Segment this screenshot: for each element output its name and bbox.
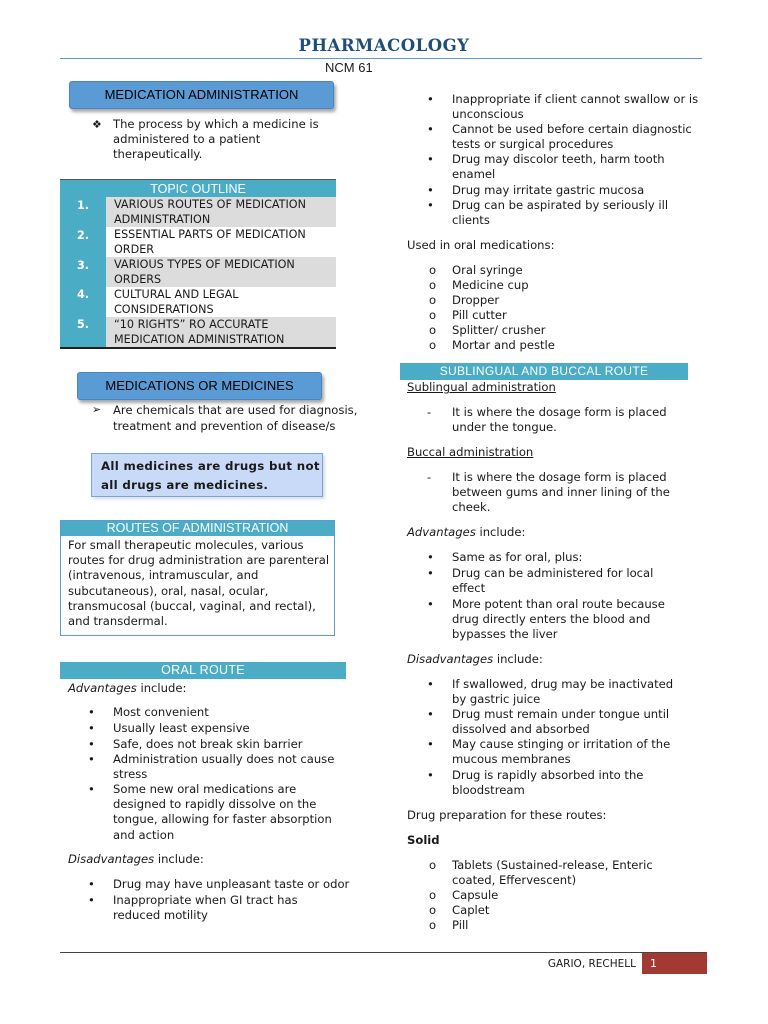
list-item-text: Cannot be used before certain diagnostic tests or surgical procedures xyxy=(452,122,692,152)
bullet-icon: • xyxy=(88,893,95,907)
list-item-text: Inappropriate if client cannot swallow or is unconscious xyxy=(452,92,699,122)
arrow-bullet-icon: ➢ xyxy=(92,403,102,416)
disadvantages-label: Disadvantages xyxy=(68,852,155,866)
outline-number: 4. xyxy=(76,288,90,301)
footer-author: GARIO, RECHELL xyxy=(547,958,636,970)
list-item-text: Most convenient xyxy=(113,705,209,719)
list-item-text: Dropper xyxy=(452,293,500,307)
include-suffix: include: xyxy=(136,681,187,695)
page-number: 1 xyxy=(642,953,707,974)
outline-item: CULTURAL AND LEGAL CONSIDERATIONS xyxy=(114,288,239,316)
include-suffix: include: xyxy=(493,652,543,666)
list-item-text: Drug may irritate gastric mucosa xyxy=(452,183,645,197)
list-item xyxy=(427,198,689,228)
list-item-text: It is where the dosage form is placed between gums and inner lining of the cheek. xyxy=(452,470,670,515)
outline-item: VARIOUS ROUTES OF MEDICATION ADMINISTRATION xyxy=(106,197,336,227)
disadvantages-label: Disadvantages xyxy=(407,652,494,666)
outline-number: 2. xyxy=(76,229,90,242)
list-item-text: Pill cutter xyxy=(452,308,507,322)
bullet-icon: • xyxy=(88,705,95,719)
list-item xyxy=(88,893,348,923)
list-item xyxy=(429,323,689,338)
med-admin-heading: MEDICATION ADMINISTRATION xyxy=(69,81,334,109)
list-item xyxy=(88,877,368,892)
oral-advantages-label xyxy=(68,681,186,696)
list-item-text: Some new oral medications are designed to rapidly dissolve on the tongue, allowing for faster absorption and action xyxy=(113,782,332,842)
list-item xyxy=(88,752,350,782)
dash-bullet-icon: - xyxy=(427,405,432,419)
list-item xyxy=(88,782,350,843)
list-item xyxy=(88,737,348,752)
bullet-icon: • xyxy=(88,877,95,891)
list-item-text: Splitter/ crusher xyxy=(452,323,546,337)
solid-label: Solid xyxy=(407,833,440,847)
circle-bullet-icon: o xyxy=(429,263,437,277)
bullet-icon: • xyxy=(427,92,434,106)
outline-item: “10 RIGHTS” RO ACCURATE MEDICATION ADMINISTRATION xyxy=(106,317,336,347)
list-item xyxy=(429,308,689,323)
med-admin-definition xyxy=(92,117,337,163)
outline-number: 1. xyxy=(76,199,90,212)
sublingual-buccal-heading: SUBLINGUAL AND BUCCAL ROUTE xyxy=(400,363,688,380)
list-item-text: Mortar and pestle xyxy=(452,338,555,352)
bullet-icon: • xyxy=(88,782,95,796)
include-suffix: include: xyxy=(475,525,526,539)
list-item xyxy=(427,152,689,182)
medications-definition-text: Are chemicals that are used for diagnosis, treatment and prevention of disease/s xyxy=(113,403,358,434)
list-item xyxy=(427,677,689,707)
list-item xyxy=(427,737,689,767)
list-item xyxy=(427,566,689,596)
bullet-icon: • xyxy=(88,721,95,735)
oral-disadvantages-label xyxy=(68,852,204,867)
list-item xyxy=(429,293,689,308)
list-item-text: Pill xyxy=(452,918,469,932)
header-rule xyxy=(60,58,702,59)
outline-item: ESSENTIAL PARTS OF MEDICATION ORDER xyxy=(114,228,306,256)
advantages-label: Advantages xyxy=(68,681,137,695)
advantages-label: Advantages xyxy=(407,525,476,539)
circle-bullet-icon: o xyxy=(429,308,437,322)
list-item xyxy=(427,122,697,152)
bullet-icon: • xyxy=(427,122,434,136)
list-item xyxy=(429,918,689,933)
circle-bullet-icon: o xyxy=(429,278,437,292)
include-suffix: include: xyxy=(154,852,204,866)
bullet-icon: • xyxy=(427,550,434,564)
bullet-icon: • xyxy=(427,183,434,197)
list-item-text: Drug is rapidly absorbed into the bloodstream xyxy=(452,768,644,798)
outline-number: 3. xyxy=(76,259,90,272)
circle-bullet-icon: o xyxy=(429,293,437,307)
bullet-icon: • xyxy=(88,737,95,751)
footer-rule xyxy=(60,952,707,953)
buccal-title: Buccal administration xyxy=(407,445,534,459)
sublingual-disadvantages-label xyxy=(407,652,543,667)
list-item-text: Tablets (Sustained-release, Enteric coated, Effervescent) xyxy=(452,858,653,888)
list-item-text: Capsule xyxy=(452,888,499,902)
outline-bottom-rule xyxy=(60,347,336,349)
circle-bullet-icon: o xyxy=(429,918,437,932)
list-item-text: Safe, does not break skin barrier xyxy=(113,737,303,751)
list-item-text: Inappropriate when GI tract has reduced motility xyxy=(113,893,298,923)
buccal-description xyxy=(427,470,689,516)
list-item xyxy=(427,597,689,643)
circle-bullet-icon: o xyxy=(429,338,437,352)
topic-outline-heading: TOPIC OUTLINE xyxy=(60,179,336,198)
list-item-text: Same as for oral, plus: xyxy=(452,550,583,564)
outline-number: 5. xyxy=(76,318,90,331)
bullet-icon: • xyxy=(88,752,95,766)
list-item xyxy=(429,263,689,278)
list-item-text: Oral syringe xyxy=(452,263,523,277)
list-item-text: It is where the dosage form is placed under the tongue. xyxy=(452,405,667,435)
circle-bullet-icon: o xyxy=(429,323,437,337)
list-item-text: If swallowed, drug may be inactivated by gastric juice xyxy=(452,677,674,707)
list-item-text: Caplet xyxy=(452,903,490,917)
circle-bullet-icon: o xyxy=(429,888,437,902)
routes-heading: ROUTES OF ADMINISTRATION xyxy=(61,521,334,536)
list-item xyxy=(429,903,689,918)
oral-route-heading: ORAL ROUTE xyxy=(60,662,346,679)
bullet-icon: • xyxy=(427,677,434,691)
circle-bullet-icon: o xyxy=(429,903,437,917)
bullet-icon: • xyxy=(427,768,434,782)
list-item-text: May cause stinging or irritation of the mucous membranes xyxy=(452,737,671,767)
medications-heading: MEDICATIONS OR MEDICINES xyxy=(77,372,322,400)
bullet-icon: • xyxy=(427,597,434,611)
bullet-icon: • xyxy=(427,198,434,212)
list-item xyxy=(88,705,348,720)
sublingual-description xyxy=(427,405,689,435)
bullet-icon: • xyxy=(427,737,434,751)
list-item xyxy=(427,92,707,122)
dash-bullet-icon: - xyxy=(427,470,432,484)
list-item xyxy=(429,888,689,903)
list-item-text: Drug can be aspirated by seriously ill clients xyxy=(452,198,669,228)
list-item xyxy=(427,768,689,798)
outline-item: VARIOUS TYPES OF MEDICATION ORDERS xyxy=(106,257,336,287)
list-item-text: Drug may have unpleasant taste or odor xyxy=(113,877,350,891)
list-item-text: Medicine cup xyxy=(452,278,529,292)
list-item-text: More potent than oral route because drug directly enters the blood and bypasses the liver xyxy=(452,597,665,642)
diamond-bullet-icon: ❖ xyxy=(92,118,102,131)
medicines-callout: All medicines are drugs but not all drugs are medicines. xyxy=(91,453,323,497)
oral-tools-label: Used in oral medications: xyxy=(407,238,555,252)
circle-bullet-icon: o xyxy=(429,858,437,872)
medications-definition xyxy=(92,402,358,435)
list-item xyxy=(429,278,689,293)
med-admin-definition-text: The process by which a medicine is administered to a patient therapeutically. xyxy=(113,117,319,162)
bullet-icon: • xyxy=(427,707,434,721)
list-item-text: Drug may discolor teeth, harm tooth enamel xyxy=(452,152,665,182)
list-item-text: Drug must remain under tongue until dissolved and absorbed xyxy=(452,707,670,737)
list-item xyxy=(429,858,689,888)
course-code: NCM 61 xyxy=(325,60,373,75)
list-item-text: Usually least expensive xyxy=(113,721,250,735)
list-item xyxy=(429,338,689,353)
bullet-icon: • xyxy=(427,152,434,166)
list-item-text: Administration usually does not cause stress xyxy=(113,752,335,782)
list-item xyxy=(427,550,689,565)
sublingual-title: Sublingual administration xyxy=(407,380,556,394)
list-item xyxy=(427,183,689,198)
list-item xyxy=(88,721,348,736)
page-title: PHARMACOLOGY xyxy=(298,36,470,55)
sublingual-advantages-label xyxy=(407,525,525,540)
bullet-icon: • xyxy=(427,566,434,580)
list-item xyxy=(427,707,689,737)
list-item-text: Drug can be administered for local effect xyxy=(452,566,654,596)
routes-body: For small therapeutic molecules, various routes for drug administration are parenteral (intravenous, intramuscular, and subcutaneous), oral, nasal, ocular, transmucosal (buccal, vaginal, and rectal), and transdermal. xyxy=(68,538,330,629)
drug-prep-label: Drug preparation for these routes: xyxy=(407,808,607,822)
